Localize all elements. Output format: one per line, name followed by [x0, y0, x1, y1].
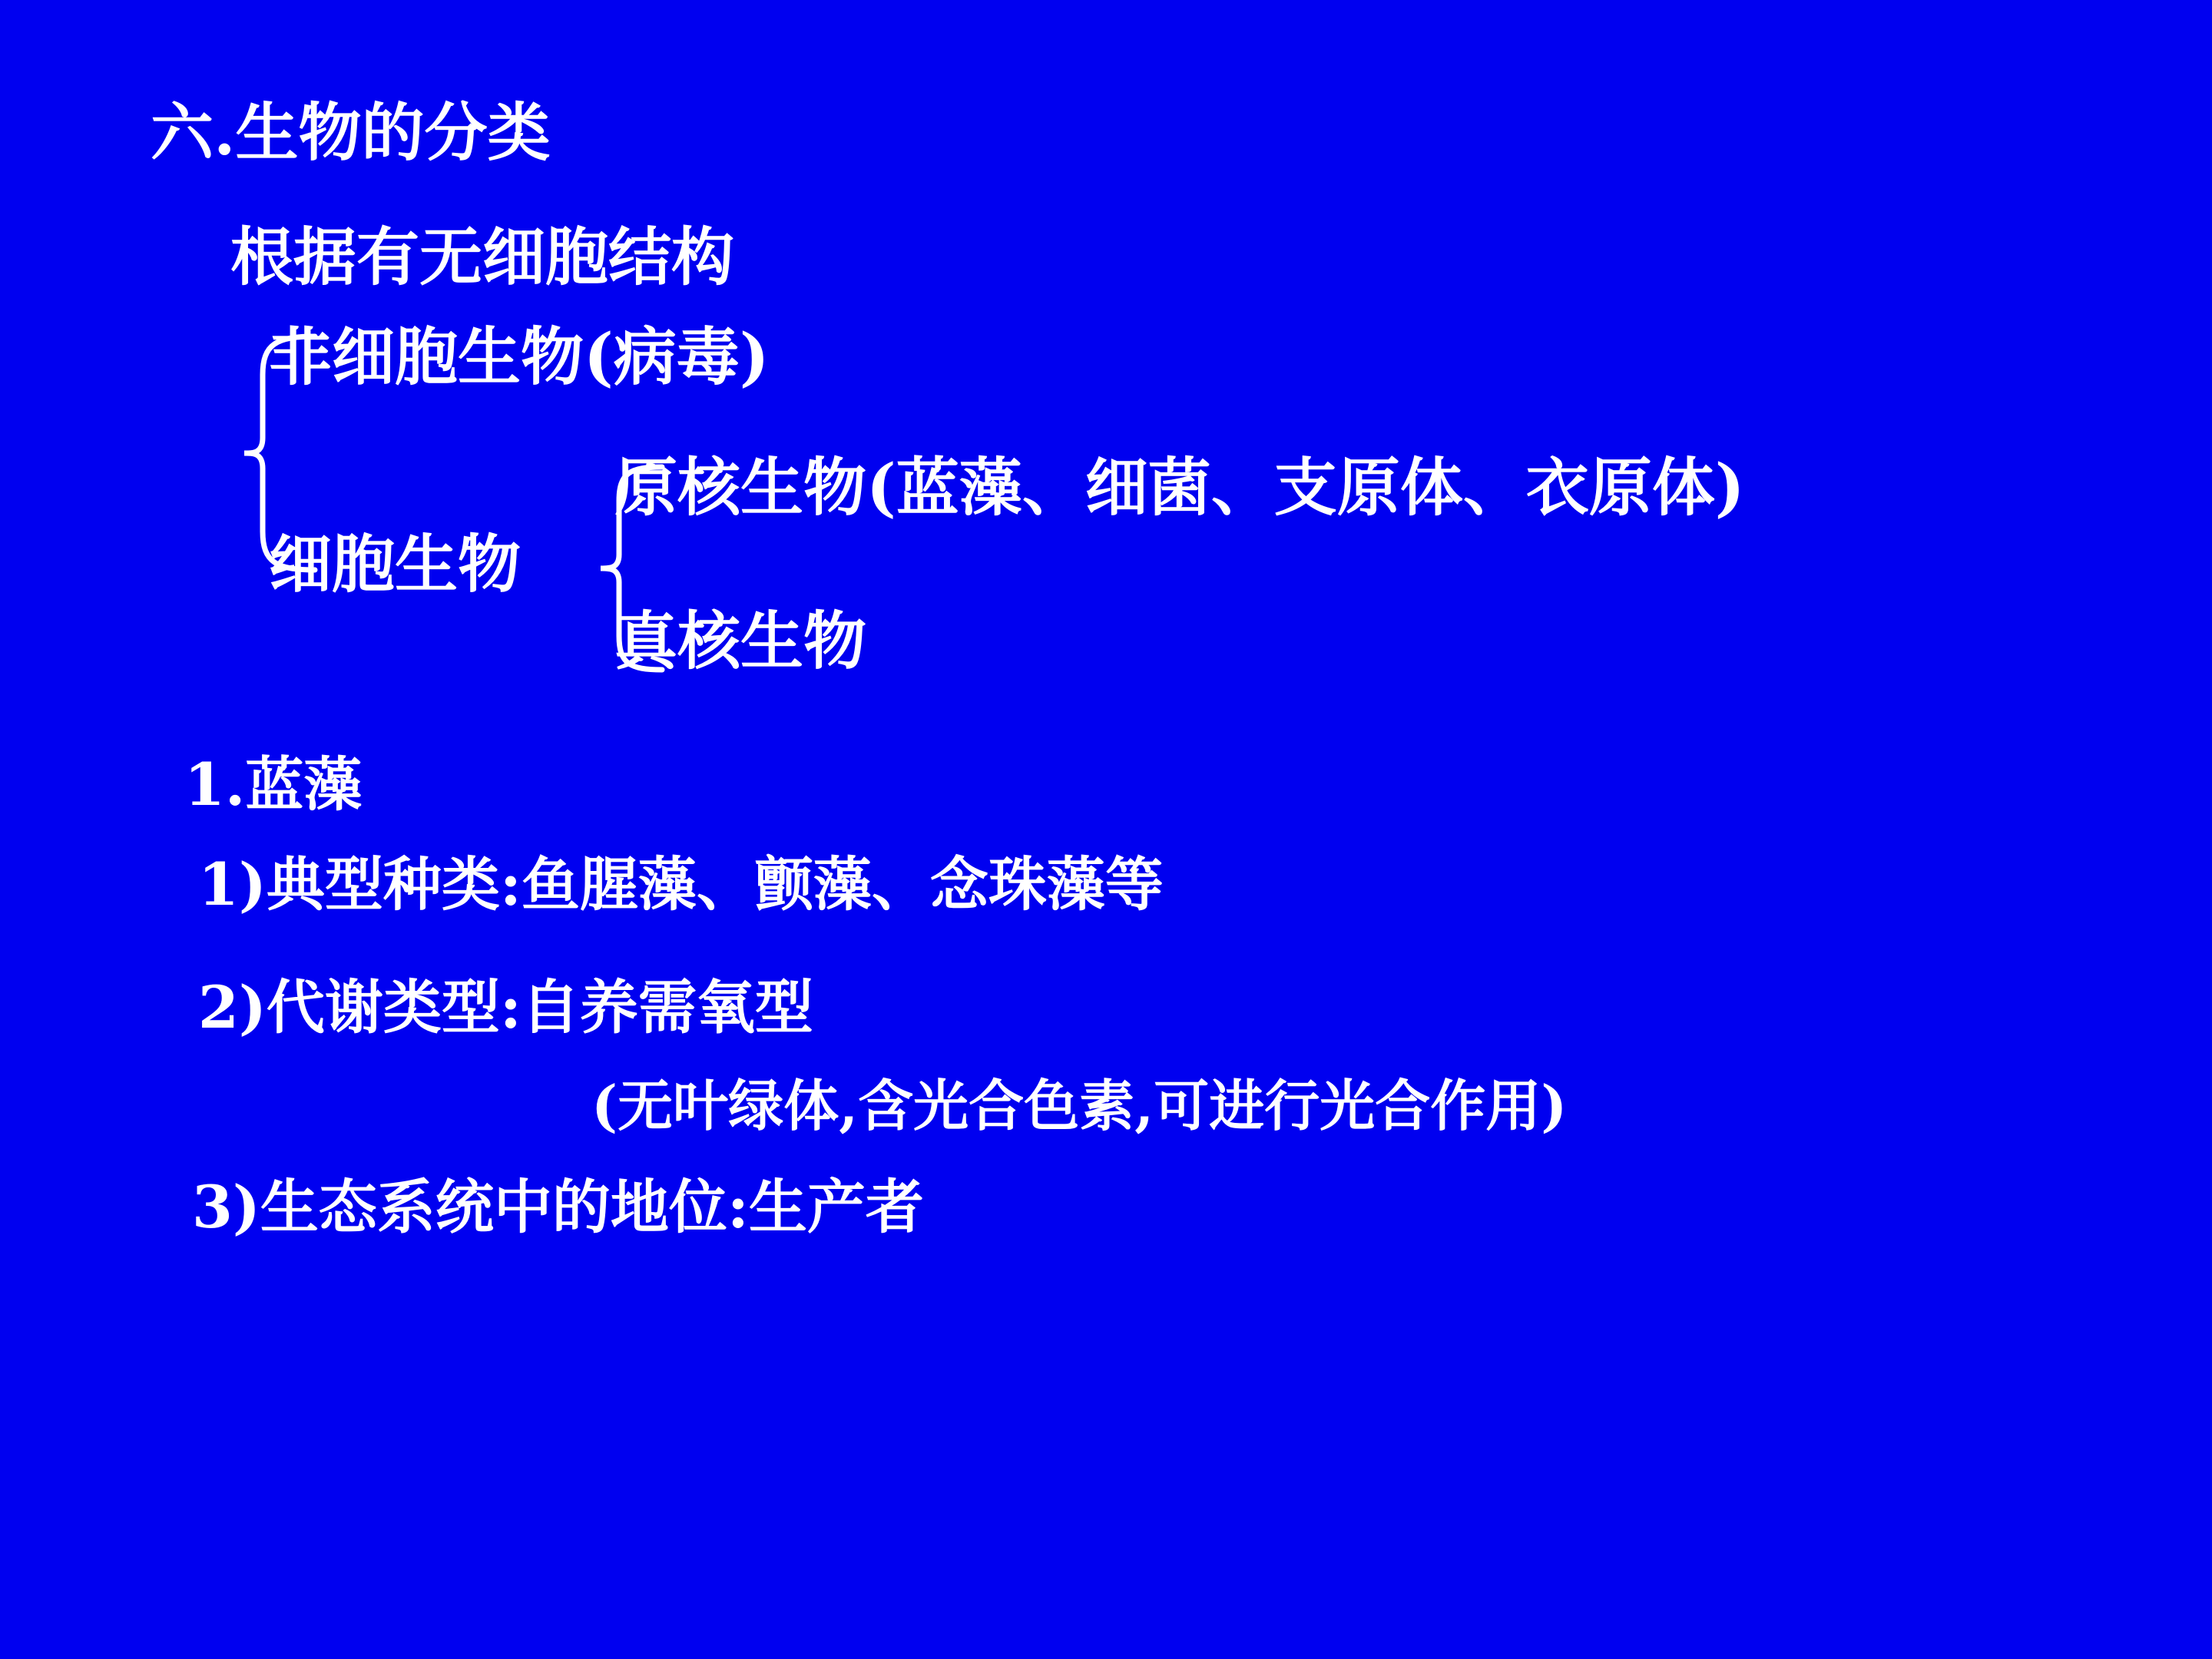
- branch-eukaryote: 真核生物: [614, 604, 867, 678]
- list-item: 3)生态系统中的地位:生产者: [192, 1173, 924, 1241]
- list-item: 2)代谢类型:自养需氧型: [198, 973, 813, 1041]
- page-title: 六.生物的分类: [151, 96, 551, 170]
- branch-non-cellular: 非细胞生物(病毒): [269, 320, 770, 394]
- list-item: 1)典型种类:鱼腥藻、颤藻、念珠藻等: [198, 850, 1164, 919]
- branch-cellular: 细胞生物: [269, 528, 522, 601]
- list-item-note: (无叶绿体,含光合色素,可进行光合作用): [591, 1073, 1568, 1138]
- branch-prokaryote: 原核生物(蓝藻、细菌、支原体、衣原体): [614, 451, 1745, 525]
- subheading: 根据有无细胞结构: [230, 220, 735, 294]
- section-title: 1.蓝藻: [184, 750, 363, 819]
